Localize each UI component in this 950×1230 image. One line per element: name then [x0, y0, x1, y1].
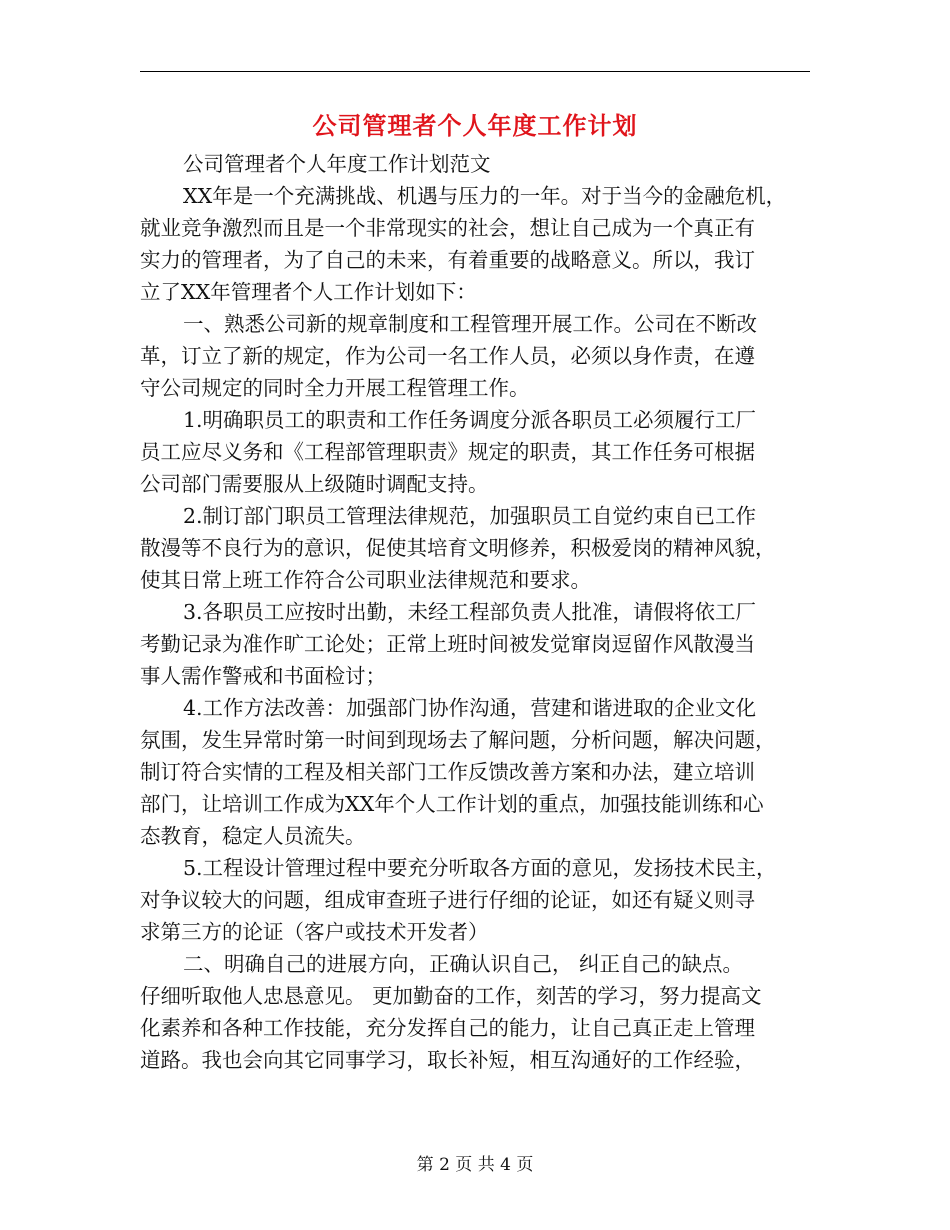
body-text-line: 氛围，发生异常时第一时间到现场去了解问题，分析问题，解决问题，: [140, 728, 776, 752]
body-text-line: 考勤记录为准作旷工论处；正常上班时间被发觉窜岗逗留作风散漫当: [140, 632, 755, 656]
body-text-line: 一、熟悉公司新的规章制度和工程管理开展工作。公司在不断改: [183, 312, 757, 336]
body-text-line: 就业竞争激烈而且是一个非常现实的社会，想让自己成为一个真正有: [140, 216, 755, 240]
body-text-line: 公司管理者个人年度工作计划范文: [183, 152, 491, 176]
header-rule: [140, 71, 810, 72]
body-text-line: 事人需作警戒和书面检讨；: [140, 664, 386, 688]
body-text-line: 4.工作方法改善：加强部门协作沟通，营建和谐进取的企业文化: [183, 696, 757, 720]
body-text-line: 求第三方的论证（客户或技术开发者）: [140, 920, 489, 944]
body-text-line: 态教育，稳定人员流失。: [140, 824, 366, 848]
body-text-line: 实力的管理者，为了自己的未来，有着重要的战略意义。所以，我订: [140, 248, 755, 272]
document-title: 公司管理者个人年度工作计划: [312, 111, 638, 140]
body-text-line: 2.制订部门职员工管理法律规范，加强职员工自觉约束自已工作: [183, 504, 757, 528]
body-text-line: 化素养和各种工作技能，充分发挥自己的能力，让自己真正走上管理: [140, 1016, 755, 1040]
body-text-line: 制订符合实情的工程及相关部门工作反馈改善方案和办法，建立培训: [140, 760, 755, 784]
body-text-line: 1.明确职员工的职责和工作任务调度分派各职员工必须履行工厂: [183, 408, 757, 432]
body-text-line: 员工应尽义务和《工程部管理职责》规定的职责，其工作任务可根据: [140, 440, 755, 464]
body-text-line: 革，订立了新的规定，作为公司一名工作人员，必须以身作责，在遵: [140, 344, 755, 368]
body-text-line: 对争议较大的问题，组成审查班子进行仔细的论证，如还有疑义则寻: [140, 888, 755, 912]
body-text-line: 道路。我也会向其它同事学习，取长补短，相互沟通好的工作经验，: [140, 1048, 755, 1072]
body-text-line: 使其日常上班工作符合公司职业法律规范和要求。: [140, 568, 591, 592]
body-text-line: 仔细听取他人忠恳意见。 更加勤奋的工作，刻苦的学习，努力提高文: [140, 984, 762, 1008]
body-text-line: 守公司规定的同时全力开展工程管理工作。: [140, 376, 530, 400]
document-body: [140, 148, 812, 1076]
body-text-line: 3.各职员工应按时出勤，未经工程部负责人批准，请假将依工厂: [183, 600, 757, 624]
body-text-line: 二、明确自己的进展方向，正确认识自己， 纠正自己的缺点。: [183, 952, 744, 976]
page-footer: 第 2 页 共 4 页: [416, 1155, 534, 1175]
body-text-line: 部门，让培训工作成为XX年个人工作计划的重点，加强技能训练和心: [140, 792, 764, 816]
body-text-line: 公司部门需要服从上级随时调配支持。: [140, 472, 489, 496]
body-text-line: 散漫等不良行为的意识，促使其培育文明修养，积极爱岗的精神风貌，: [140, 536, 776, 560]
body-text-line: 立了XX年管理者个人工作计划如下：: [140, 280, 477, 304]
body-text-line: 5.工程设计管理过程中要充分听取各方面的意见，发扬技术民主，: [183, 856, 777, 880]
body-text-line: XX年是一个充满挑战、机遇与压力的一年。对于当今的金融危机，: [183, 184, 787, 208]
